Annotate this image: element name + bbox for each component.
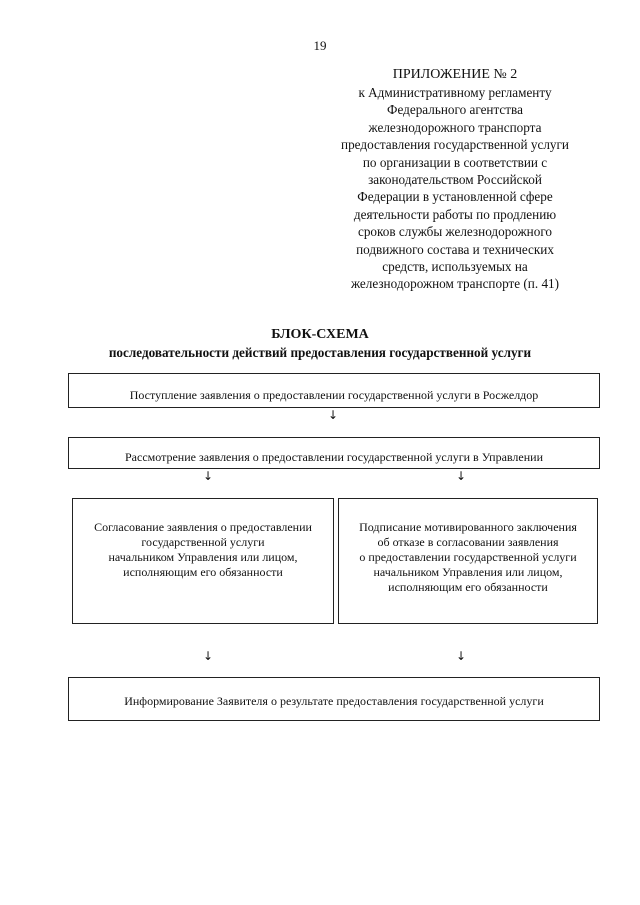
step-notify-text: Информирование Заявителя о результате предоставления государственной услуги xyxy=(124,694,544,708)
appendix-line: предоставления государственной услуги xyxy=(341,137,569,153)
step-receipt-box xyxy=(68,373,600,408)
step-receipt-text: Поступление заявления о предоставлении государственной услуги в Росжелдор xyxy=(129,388,539,402)
appendix-line: железнодорожном транспорте (п. 41) xyxy=(350,276,560,292)
appendix-title: ПРИЛОЖЕНИЕ № 2 xyxy=(392,67,518,82)
appendix-line: средств, используемых на xyxy=(382,259,528,275)
appendix-line: по организации в соответствии с xyxy=(362,154,548,170)
arrow-down-icon: ↓ xyxy=(203,469,214,483)
step-refusal-line: о предоставлении государственной услуги xyxy=(359,550,577,564)
arrow-down-icon: ↓ xyxy=(203,649,214,663)
step-approval-line: государственной услуги xyxy=(141,535,265,549)
appendix-line: подвижного состава и технических xyxy=(356,241,554,257)
step-approval-box xyxy=(72,498,334,624)
appendix-line: деятельности работы по продлению xyxy=(353,206,557,222)
appendix-header xyxy=(320,66,590,293)
step-refusal-line: начальником Управления или лицом, xyxy=(373,565,563,579)
step-refusal-line: исполняющим его обязанности xyxy=(388,580,548,594)
appendix-line: законодательством Российской xyxy=(368,172,542,188)
arrow-down-icon: ↓ xyxy=(328,408,339,422)
appendix-line: к Административному регламенту xyxy=(358,85,552,100)
step-approval-line: начальником Управления или лицом, xyxy=(108,550,298,564)
arrow-down-icon: ↓ xyxy=(456,469,467,483)
appendix-line: железнодорожного транспорта xyxy=(368,119,542,135)
appendix-line: сроков службы железнодорожного xyxy=(357,224,553,240)
appendix-line: Федерального агентства xyxy=(387,102,523,118)
step-approval-line: Согласование заявления о предоставлении xyxy=(94,520,312,534)
page-number: 19 xyxy=(313,38,327,53)
step-notify-box xyxy=(68,677,600,721)
scheme-title: БЛОК-СХЕМА xyxy=(271,327,369,342)
step-refusal-line: Подписание мотивированного заключения xyxy=(359,520,577,534)
arrow-down-icon: ↓ xyxy=(456,649,467,663)
step-refusal-box xyxy=(338,498,598,624)
step-approval-line: исполняющим его обязанности xyxy=(123,565,283,579)
appendix-line: Федерации в установленной сфере xyxy=(357,189,553,205)
step-review-box xyxy=(68,437,600,469)
scheme-subtitle: последовательности действий предоставления государственной услуги xyxy=(108,345,532,360)
step-refusal-line: об отказе в согласовании заявления xyxy=(377,535,559,549)
step-review-text: Рассмотрение заявления о предоставлении государственной услуги в Управлении xyxy=(125,450,543,464)
